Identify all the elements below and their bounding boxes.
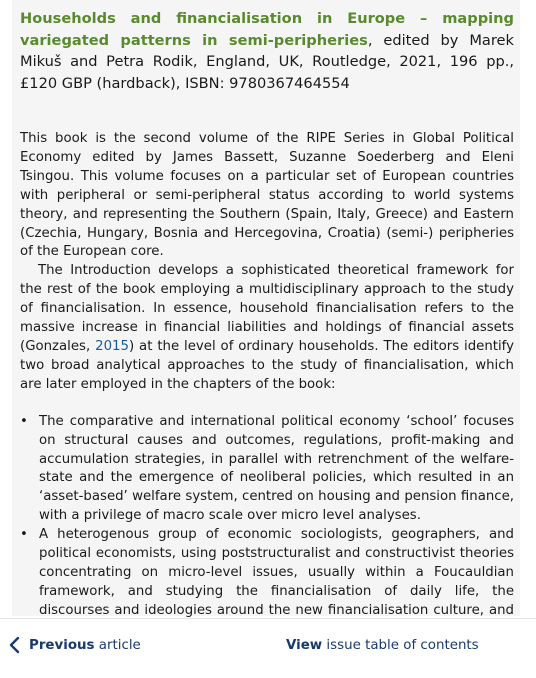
view-label: View <box>286 638 323 653</box>
book-citation <box>20 8 514 94</box>
view-rest-label: issue table of contents <box>322 638 479 653</box>
book-title: Households and financialisation in Europe – mapping variegated patterns in semi-peripheries <box>20 10 514 49</box>
list-item <box>20 413 514 526</box>
reference-link[interactable]: 2015 <box>95 338 129 354</box>
bullet-marker: • <box>20 527 28 543</box>
approaches-list <box>20 413 514 640</box>
bullet-marker: • <box>20 413 28 429</box>
previous-label: Previous <box>29 637 95 653</box>
view-toc-link[interactable] <box>286 638 479 653</box>
previous-article-link[interactable] <box>8 636 141 654</box>
article-navigation <box>0 618 536 678</box>
paragraph-framework <box>20 262 514 394</box>
list-item-text: A heterogenous group of economic sociologists, geographers, and political economists, using poststructuralist and constructivist theories concentrating on micro-level issues, usually within a Foucauldian framework, and studying the financialisation of daily life, the discourses and ideologies around the new financialisation culture, and <box>39 527 514 618</box>
chevron-left-icon <box>8 636 20 654</box>
review-content <box>12 0 520 616</box>
paragraph-framework-text-1: The Introduction develops a sophisticated theoretical framework for the rest of the book employing a multidisciplinary approach to the study of financialisation. In essence, household financialisation refers to the massive increase in financial liabilities and holdings of financial assets (Gonzales, <box>20 263 514 354</box>
paragraph-intro: This book is the second volume of the RIPE Series in Global Political Economy edited by James Bassett, Suzanne Soederberg and Eleni Tsingou. This volume focuses on a particular set of European countries with peripheral or semi-peripheral status according to world systems theory, and representing the Southern (Spain, Italy, Greece) and Eastern (Czechia, Hungary, Bosnia and Hercegovina, Croatia) (semi-) peripheries of the European core. <box>20 131 514 260</box>
citation-details: , edited by Marek Mikuš and Petra Rodik, England, UK, Routledge, 2021, 196 pp., £120 GBP (hardback), ISBN: 9780367464554 <box>20 31 514 92</box>
list-item-text: The comparative and international political economy ‘school’ focuses on structural causes and outcomes, regulations, profit-making and accumulation strategies, in parallel with retrenchment of the welfare-state and the emergence of neoliberal policies, which resulted in an ‘asset-based’ welfare system, centred on housing and pension finance, with a privilege of macro scale over micro level analyses. <box>39 413 514 524</box>
previous-rest-label: article <box>94 637 141 653</box>
paragraph-framework-text-2: ) at the level of ordinary households. The editors identify two broad analytical approaches to the study of financialisation, which are later employed in the chapters of the book: <box>20 338 514 392</box>
